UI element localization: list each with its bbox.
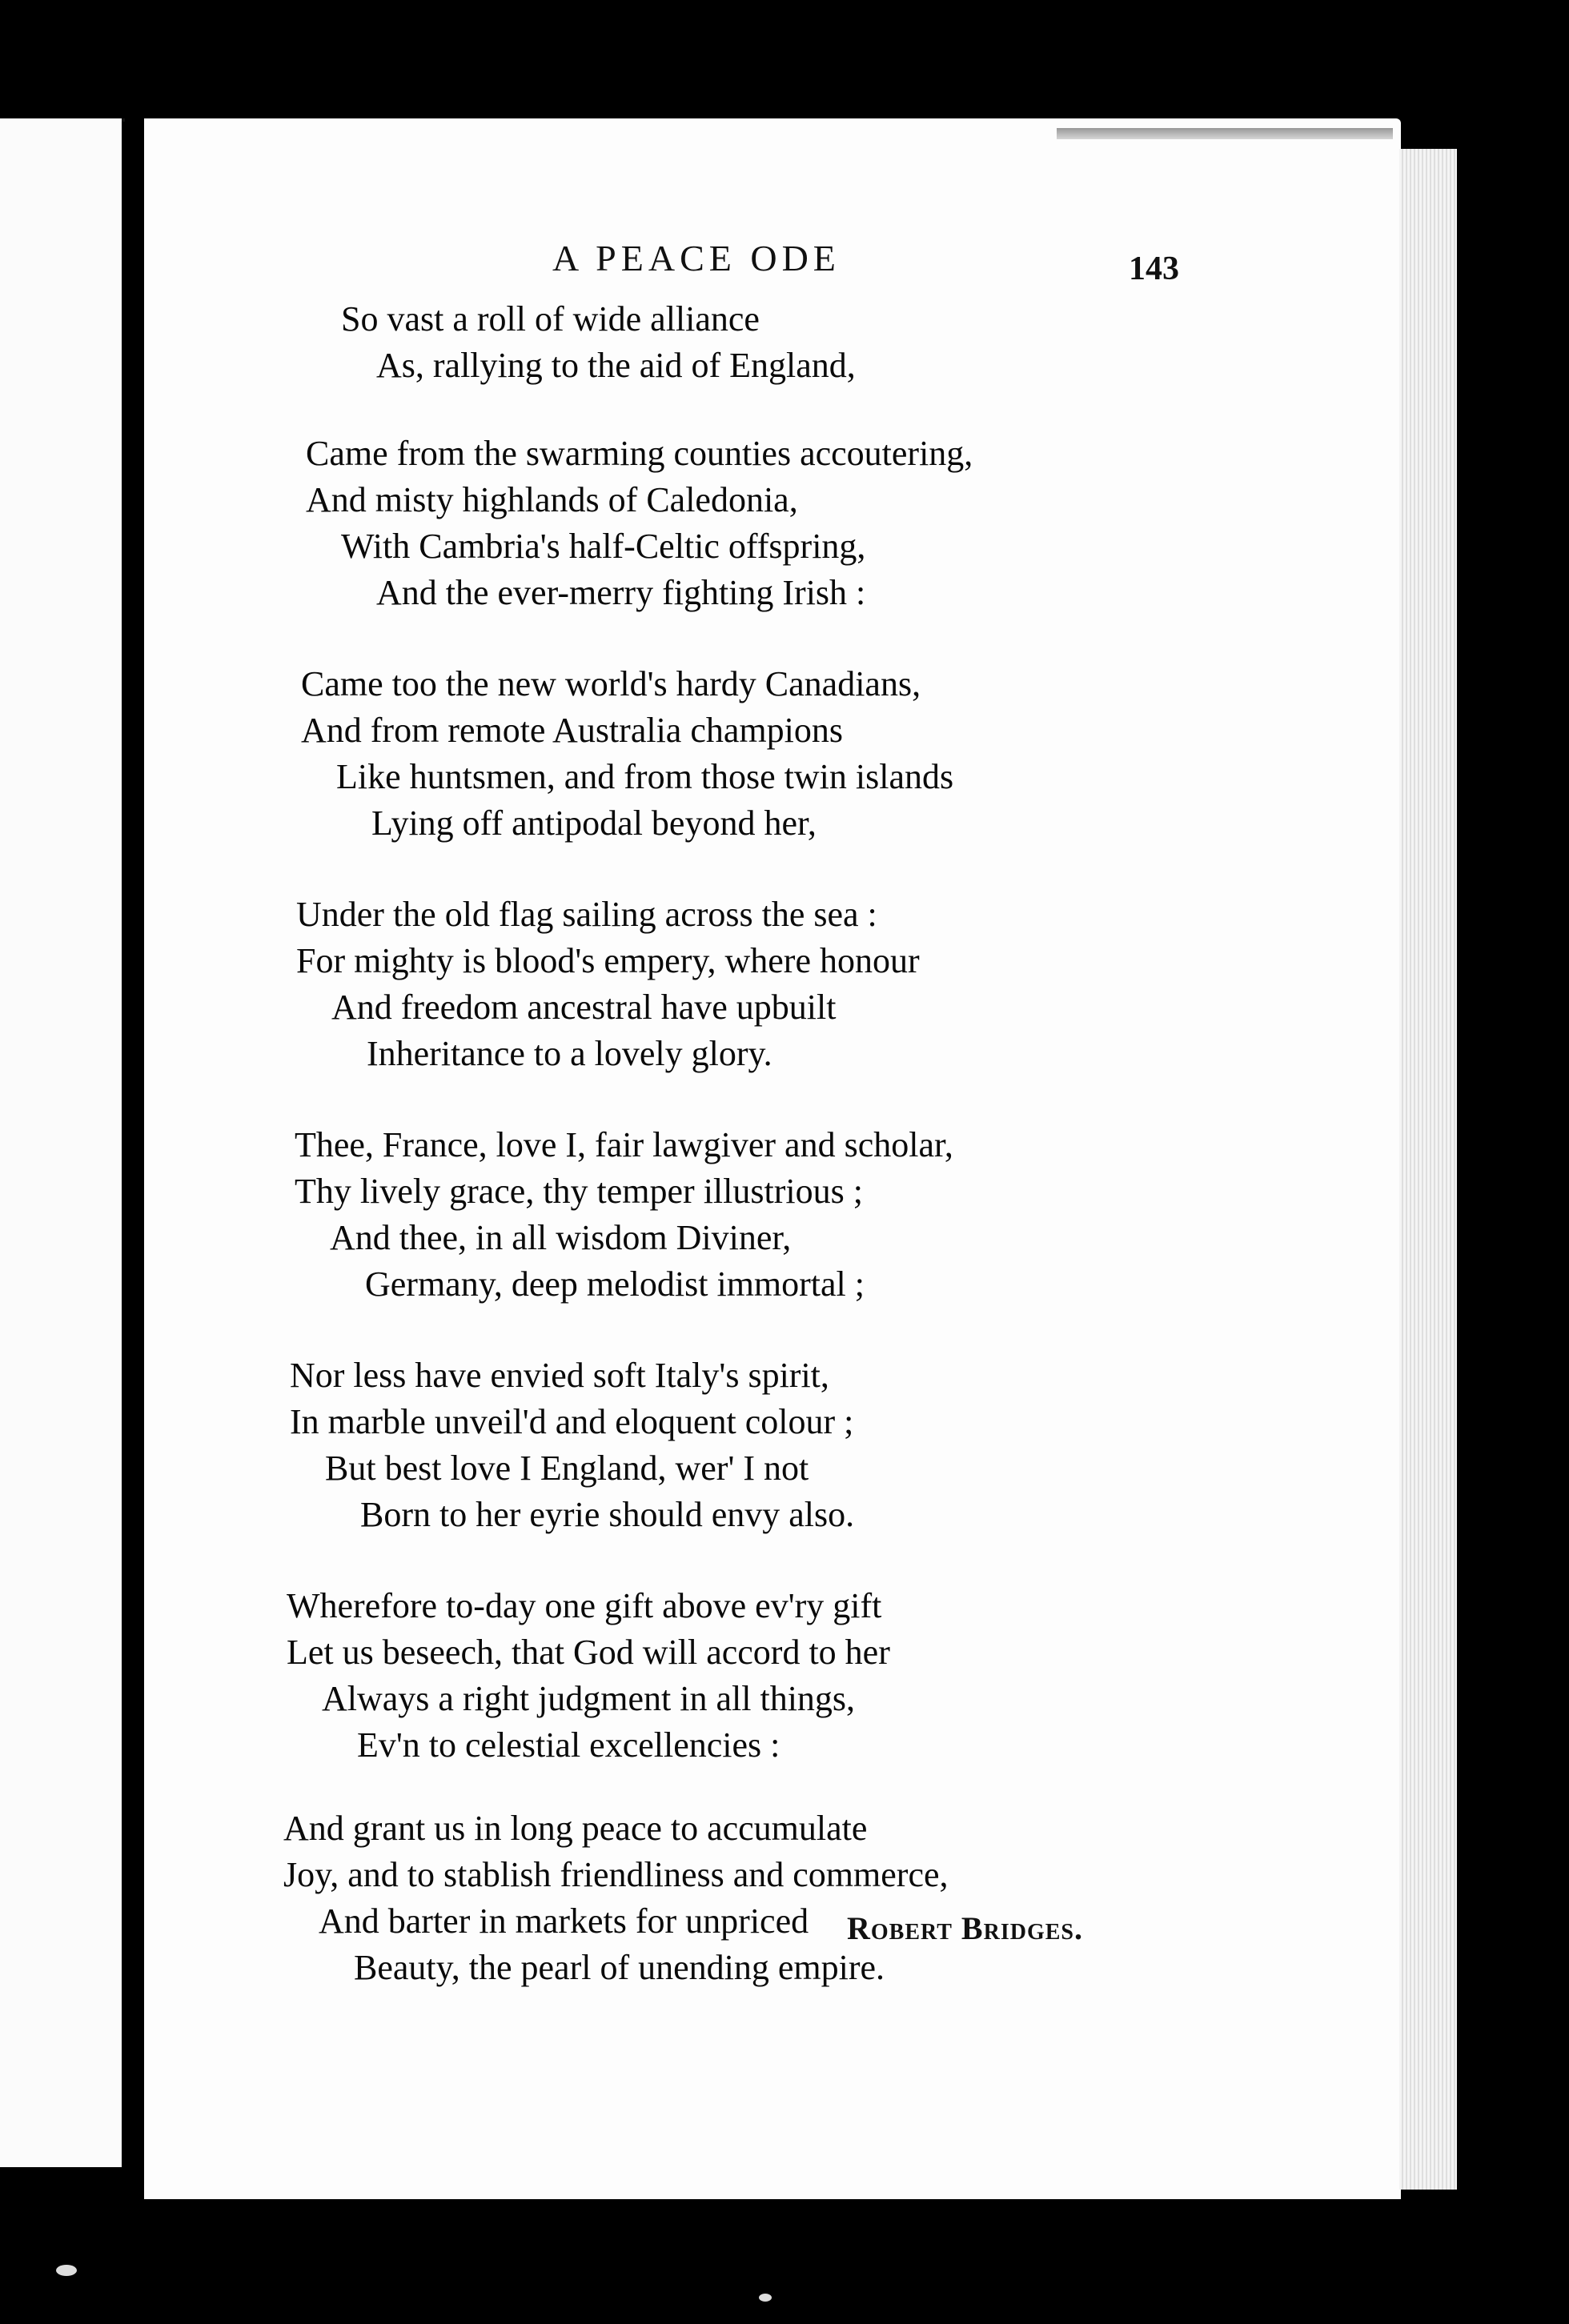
poem-line: Thy lively grace, thy temper illustrious ; xyxy=(295,1172,863,1211)
poem-line: Thee, France, love I, fair lawgiver and scholar, xyxy=(295,1125,953,1164)
poem-line: With Cambria's half-Celtic offspring, xyxy=(341,527,866,566)
scan-speck xyxy=(759,2294,772,2302)
poem-line: So vast a roll of wide alliance xyxy=(341,299,760,339)
stanza xyxy=(272,1122,1073,1308)
stanza xyxy=(272,892,1073,1077)
poem-line: Ev'n to celestial excellencies : xyxy=(357,1725,780,1765)
stanza xyxy=(272,1805,1073,1991)
poem-line: Joy, and to stablish friendliness and commerce, xyxy=(283,1855,949,1894)
page-edges xyxy=(1399,149,1457,2190)
poem-line: Always a right judgment in all things, xyxy=(322,1679,856,1718)
poem-line: Germany, deep melodist immortal ; xyxy=(365,1264,865,1304)
page-top-shadow xyxy=(1057,128,1393,139)
poem-line: Let us beseech, that God will accord to her xyxy=(287,1633,890,1672)
poem-line: Nor less have envied soft Italy's spirit, xyxy=(290,1356,829,1395)
poem-line: Wherefore to-day one gift above ev'ry gift xyxy=(287,1586,882,1625)
facing-page xyxy=(0,118,125,2167)
poem-line: And from remote Australia champions xyxy=(301,711,843,750)
poem-line: Came too the new world's hardy Canadians, xyxy=(301,664,921,703)
stanza xyxy=(272,296,1073,389)
author-signature: Robert Bridges. xyxy=(847,1910,1083,1946)
poem-line: Lying off antipodal beyond her, xyxy=(371,803,817,843)
poem-line: And thee, in all wisdom Diviner, xyxy=(330,1218,792,1257)
poem-line: Came from the swarming counties accoutering, xyxy=(306,434,973,473)
poem-line: Under the old flag sailing across the sea : xyxy=(296,895,877,934)
poem-line: For mighty is blood's empery, where honour xyxy=(296,941,920,980)
poem-line: And grant us in long peace to accumulate xyxy=(283,1809,868,1848)
stanza xyxy=(272,431,1073,616)
poem-body xyxy=(272,296,1073,1991)
stanza xyxy=(272,1583,1073,1769)
poem-line: And misty highlands of Caledonia, xyxy=(306,480,798,519)
poem-line: And freedom ancestral have upbuilt xyxy=(331,988,837,1027)
poem-line: And barter in markets for unpriced xyxy=(319,1901,809,1941)
poem-line: Beauty, the pearl of unending empire. xyxy=(354,1948,885,1987)
stanza xyxy=(272,661,1073,847)
poem-line: And the ever-merry fighting Irish : xyxy=(376,573,866,612)
poem-line: As, rallying to the aid of England, xyxy=(376,346,856,385)
stanza xyxy=(272,1352,1073,1538)
page-number: 143 xyxy=(1129,250,1179,287)
scan-speck xyxy=(56,2265,77,2276)
book-gutter xyxy=(122,122,146,2170)
poem-line: Born to her eyrie should envy also. xyxy=(360,1495,855,1534)
poem-line: Inheritance to a lovely glory. xyxy=(367,1034,772,1073)
poem-line: In marble unveil'd and eloquent colour ; xyxy=(290,1402,854,1441)
poem-line: Like huntsmen, and from those twin islands xyxy=(336,757,954,796)
poem-line: But best love I England, wer' I not xyxy=(325,1448,809,1488)
running-head-title: A PEACE ODE xyxy=(552,238,841,278)
